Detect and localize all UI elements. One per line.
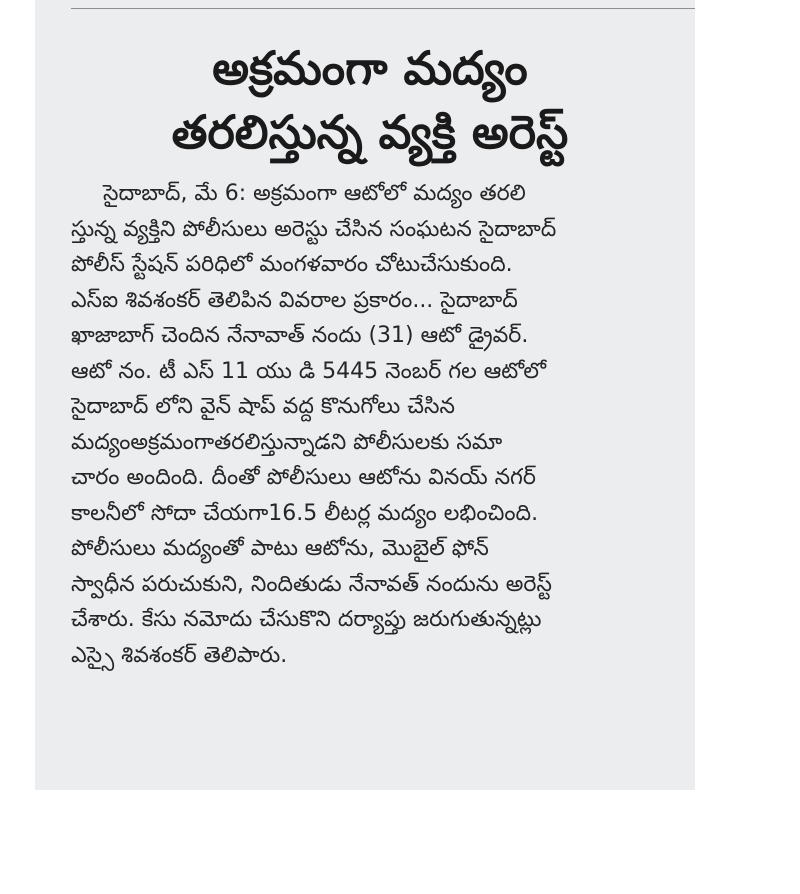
article-headline xyxy=(55,36,685,164)
body-line: ఎస్సై శివశంకర్ తెలిపారు. xyxy=(71,642,288,668)
body-line: సైదాబాద్ లోని వైన్ షాప్ వద్ద కొనుగోలు చేసిన xyxy=(71,394,455,419)
body-line: ఆటో నం. టీ ఎస్ 11 యు డి 5445 నెంబర్ గల ఆటోలో xyxy=(71,358,546,384)
headline-line-2: తరలిస్తున్న వ్యక్తి అరెస్ట్ xyxy=(171,105,569,159)
body-line: సైదాబాద్, మే 6: అక్రమంగా ఆటోలో మద్యం తరలి xyxy=(103,181,526,206)
body-line: ఖాజాబాగ్ చెందిన నేనావాత్ నందు (31) ఆటో డ్రైవర్. xyxy=(71,323,529,348)
body-line: మద్యంఅక్రమంగాతరలిస్తున్నాడని పోలీసులకు సమా xyxy=(71,429,503,455)
body-line: చేశారు. కేసు నమోదు చేసుకొని దర్యాప్తు జరుగుతున్నట్లు xyxy=(71,607,542,632)
body-line: చారం అందింది. దీంతో పోలీసులు ఆటోను వినయ్ నగర్ xyxy=(71,465,536,490)
headline-line-1: అక్రమంగా మద్యం xyxy=(212,41,528,95)
body-line: స్తున్న వ్యక్తిని పోలీసులు అరెస్టు చేసిన సంఘటన సైదాబాద్ xyxy=(71,216,557,242)
newspaper-clipping xyxy=(35,0,695,790)
body-line: కాలనీలో సోదా చేయగా16.5 లీటర్ల మద్యం లభించింది. xyxy=(71,500,539,526)
top-divider-rule xyxy=(71,8,695,9)
body-line: పోలీస్ స్టేషన్ పరిధిలో మంగళవారం చోటుచేసుకుంది. xyxy=(71,252,513,277)
body-line: పోలీసులు మద్యంతో పాటు ఆటోను, మొబైల్ ఫోన్ xyxy=(71,536,489,561)
body-line: ఎస్ఐ శివశంకర్ తెలిపిన వివరాల ప్రకారం... సైదాబాద్ xyxy=(71,287,518,313)
article-body xyxy=(71,176,701,673)
body-line: స్వాధీన పరుచుకుని, నిందితుడు నేనావత్ నందును అరెస్ట్ xyxy=(71,571,552,597)
